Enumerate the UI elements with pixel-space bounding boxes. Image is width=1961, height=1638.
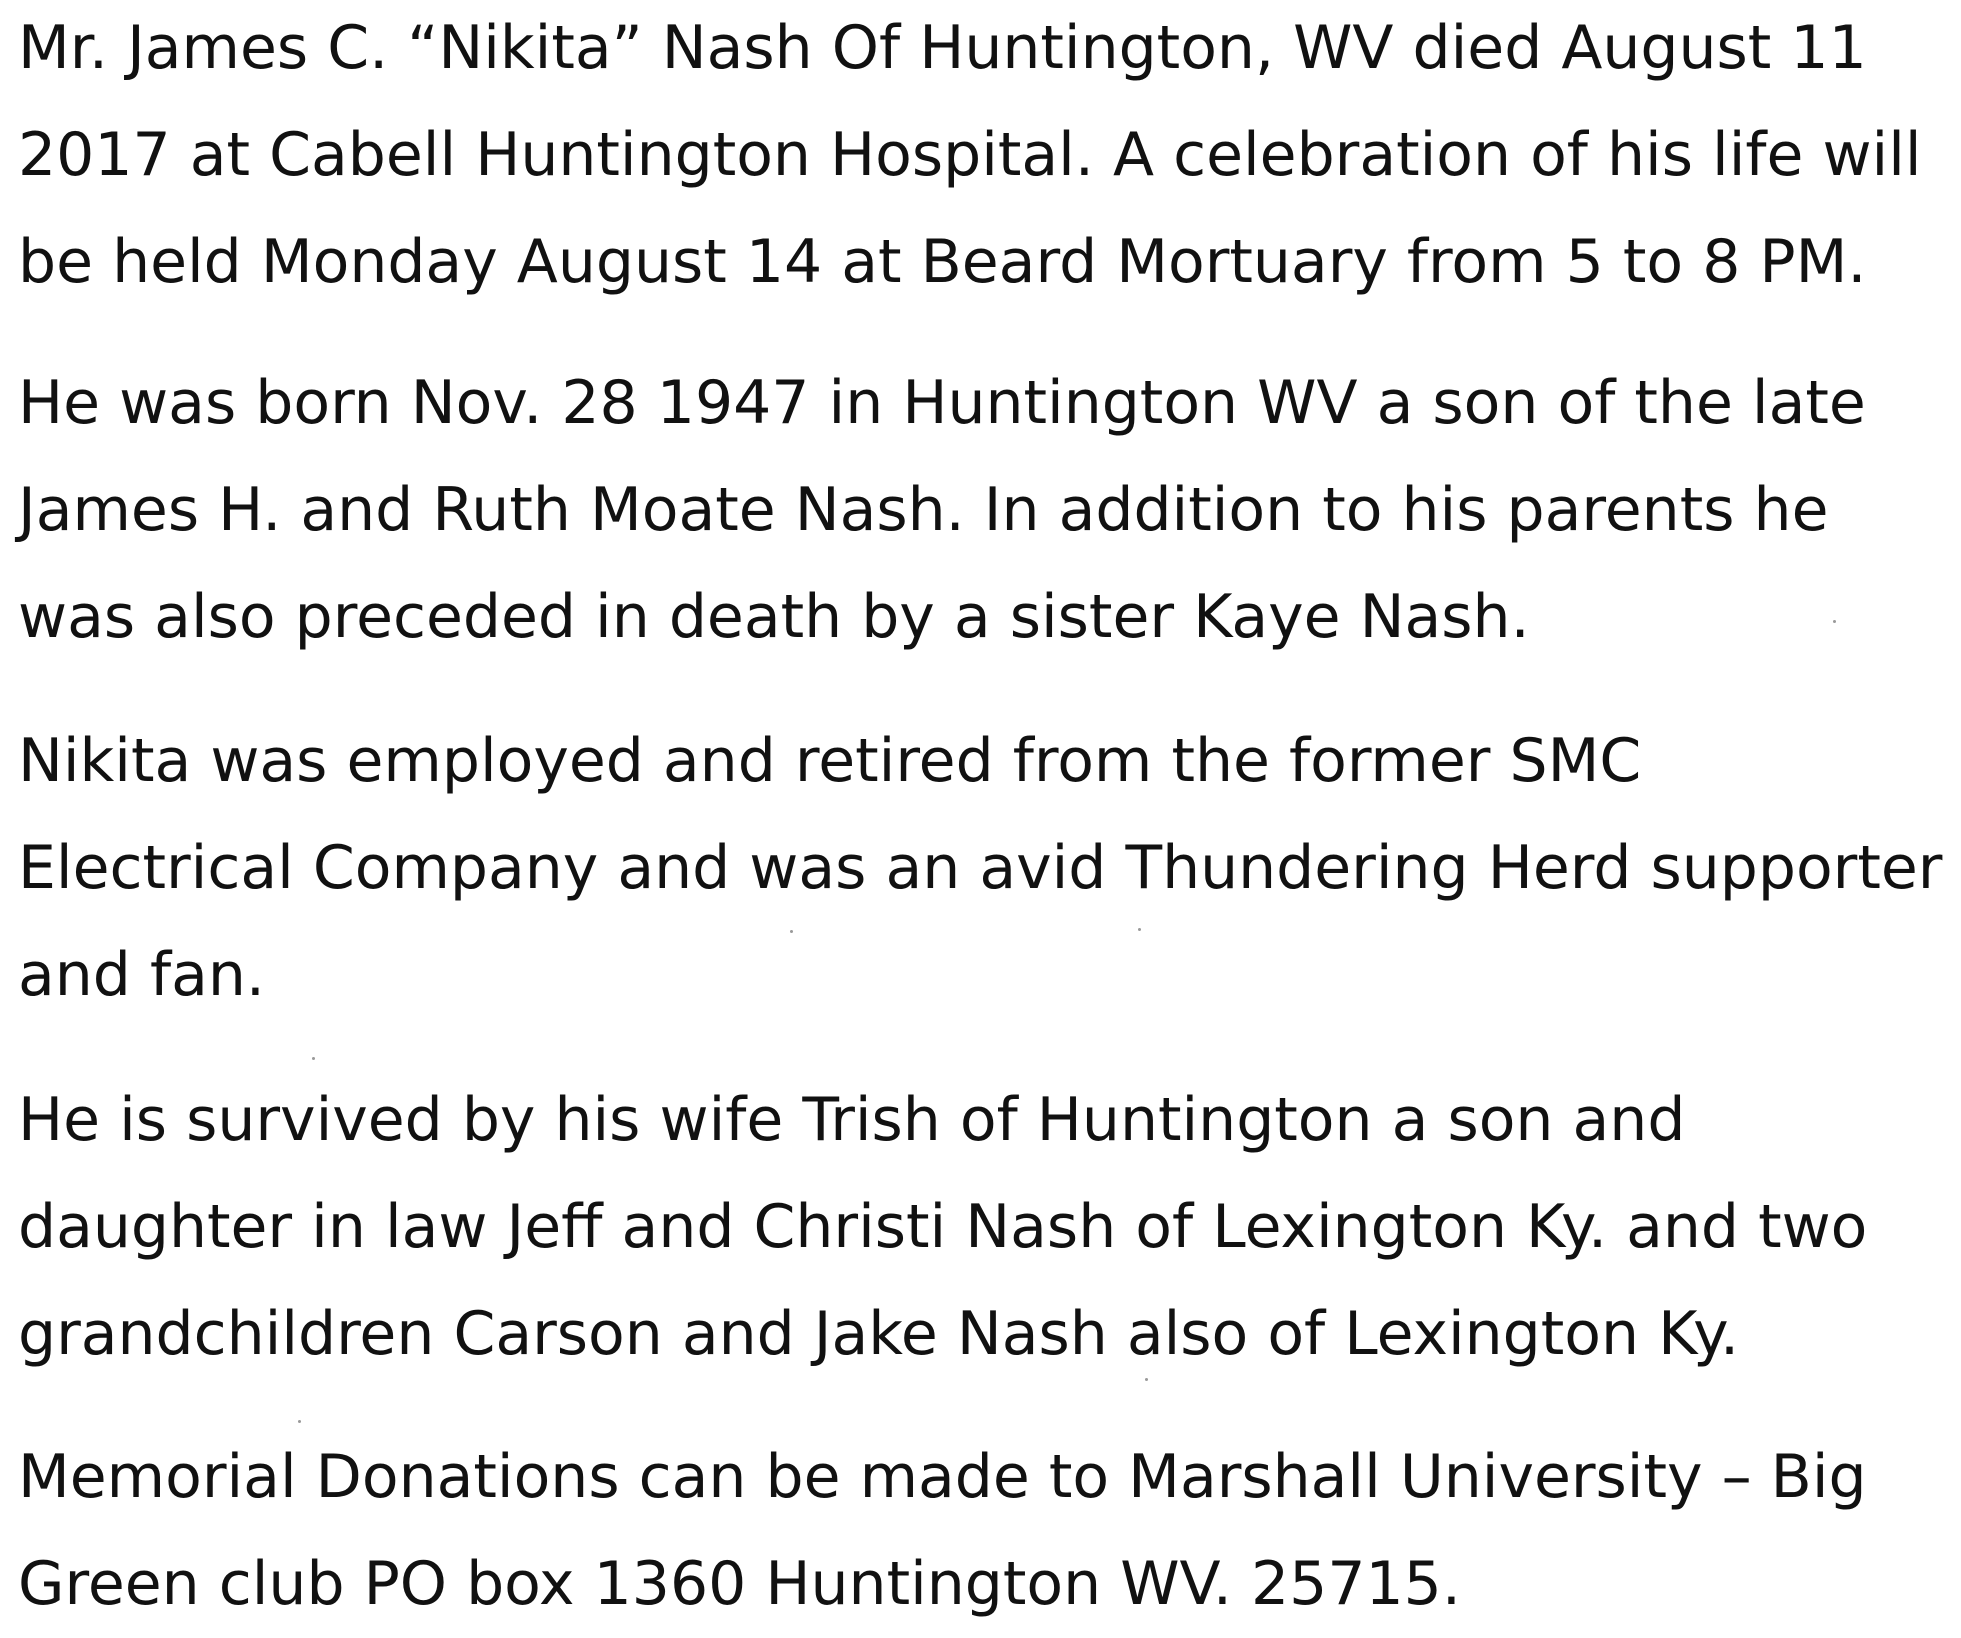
text-line: was also preceded in death by a sister Kaye Nash.	[18, 582, 1530, 652]
text-line: grandchildren Carson and Jake Nash also of Lexington Ky.	[18, 1299, 1740, 1369]
text-line: and fan.	[18, 940, 265, 1010]
scan-speck	[312, 1057, 315, 1060]
text-line: He was born Nov. 28 1947 in Huntington WV a son of the late	[18, 368, 1866, 438]
text-line: be held Monday August 14 at Beard Mortuary from 5 to 8 PM.	[18, 227, 1867, 297]
text-line: Green club PO box 1360 Huntington WV. 25715.	[18, 1549, 1461, 1619]
text-line: Nikita was employed and retired from the former SMC	[18, 726, 1642, 796]
text-line: Memorial Donations can be made to Marshall University – Big	[18, 1442, 1867, 1512]
scan-speck	[790, 930, 793, 933]
text-line: Mr. James C. “Nikita” Nash Of Huntington, WV died August 11	[18, 13, 1867, 83]
text-line: Electrical Company and was an avid Thundering Herd supporter	[18, 833, 1943, 903]
text-line: James H. and Ruth Moate Nash. In addition to his parents he	[18, 475, 1829, 545]
scan-speck	[1145, 1378, 1148, 1381]
text-line: daughter in law Jeff and Christi Nash of Lexington Ky. and two	[18, 1192, 1868, 1262]
text-line: 2017 at Cabell Huntington Hospital. A celebration of his life will	[18, 120, 1922, 190]
scan-speck	[298, 1420, 301, 1423]
scan-speck	[1138, 928, 1141, 931]
text-line: He is survived by his wife Trish of Huntington a son and	[18, 1085, 1686, 1155]
scan-speck	[1833, 620, 1836, 623]
